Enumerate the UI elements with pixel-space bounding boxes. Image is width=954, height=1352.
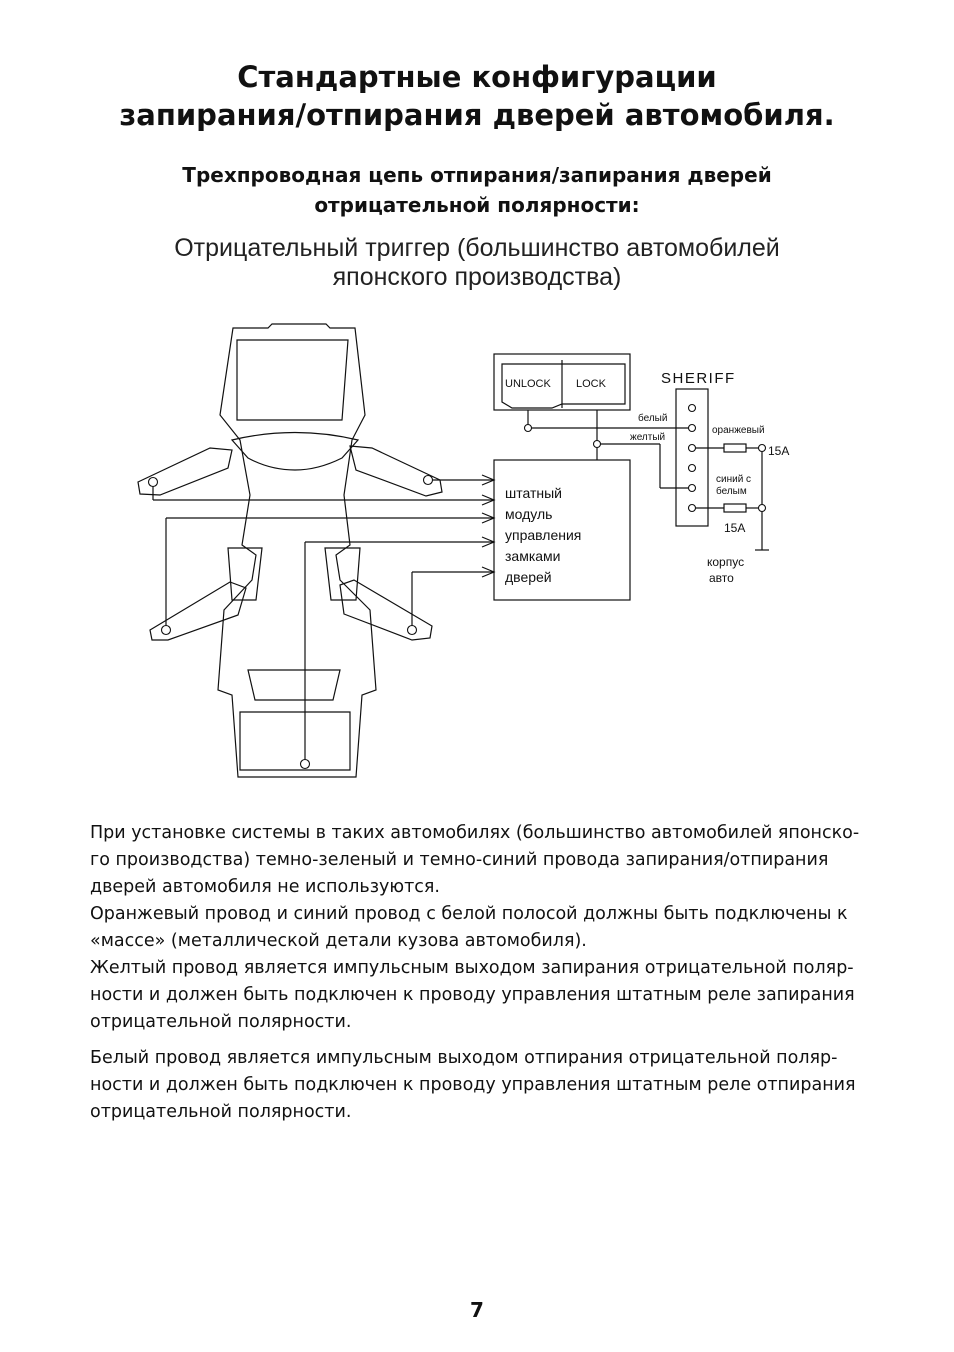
wire-blue-label-2: белым — [716, 486, 747, 497]
module-label-4: замками — [505, 548, 561, 564]
sheriff-brand: SHERIFF — [661, 370, 736, 387]
paragraph-1: При установке системы в таких автомобилях (большинство автомобилей японско-го производства) темно-зеленый и темно-синий провода запирания/отпирания дверей автомобиля не используются. — [90, 823, 860, 897]
door-front-right — [350, 446, 442, 496]
windshield-front — [237, 340, 348, 420]
title-line-1: Стандартные конфигурации — [237, 60, 717, 94]
trigger-heading — [0, 234, 954, 292]
wire-orange-label: оранжевый — [712, 425, 765, 436]
module-label-5: дверей — [505, 569, 552, 585]
ground-label: корпус — [707, 555, 745, 569]
page-number: 7 — [470, 1298, 484, 1322]
subtitle-line-2: отрицательной полярности: — [314, 193, 640, 217]
fuse-bottom — [724, 504, 746, 512]
fuse-top — [724, 444, 746, 452]
trigger-line-1: Отрицательный триггер (большинство автомобилей — [174, 234, 780, 262]
door-front-left — [138, 448, 232, 495]
seat-right — [325, 548, 360, 600]
lock-button: LOCK — [576, 378, 606, 390]
paragraph-2: Оранжевый провод и синий провод с белой полосой должны быть подключены к «массе» (металлической детали кузова автомобиля). — [90, 904, 848, 951]
unlock-button: UNLOCK — [505, 378, 551, 390]
fuse-top-label: 15А — [768, 444, 790, 458]
module-label-2: модуль — [505, 506, 553, 522]
section-subtitle — [0, 160, 954, 220]
title-line-2: запирания/отпирания дверей автомобиля. — [119, 98, 835, 132]
paragraph-4: Белый провод является импульсным выходом отпирания отрицательной поляр-ности и должен быть подключен к проводу управления штатным реле отпирания отрицательной полярности. — [90, 1048, 856, 1122]
car-body-outline — [218, 324, 376, 777]
hood-shape — [232, 433, 358, 471]
windshield-rear — [248, 670, 340, 700]
wiring-diagram — [0, 300, 954, 800]
trunk-rect — [240, 712, 350, 770]
paragraph-3: Желтый провод является импульсным выходом запирания отрицательной поляр-ности и должен быть подключен к проводу управления штатным реле запирания отрицательной полярности. — [90, 958, 855, 1032]
wire-blue-label: синий с — [716, 474, 752, 485]
wire-yellow-label: желтый — [630, 432, 666, 443]
wire-white-label: белый — [638, 413, 668, 424]
trigger-line-2: японского производства) — [332, 263, 622, 291]
module-label-3: управления — [505, 527, 582, 543]
module-label-1: штатный — [505, 485, 562, 501]
fuse-bottom-label: 15А — [724, 521, 746, 535]
body-text — [90, 820, 870, 1126]
page-title — [0, 58, 954, 134]
door-rear-right — [340, 580, 432, 640]
subtitle-line-1: Трехпроводная цепь отпирания/запирания дверей — [182, 163, 772, 187]
ground-label-2: авто — [709, 571, 734, 585]
